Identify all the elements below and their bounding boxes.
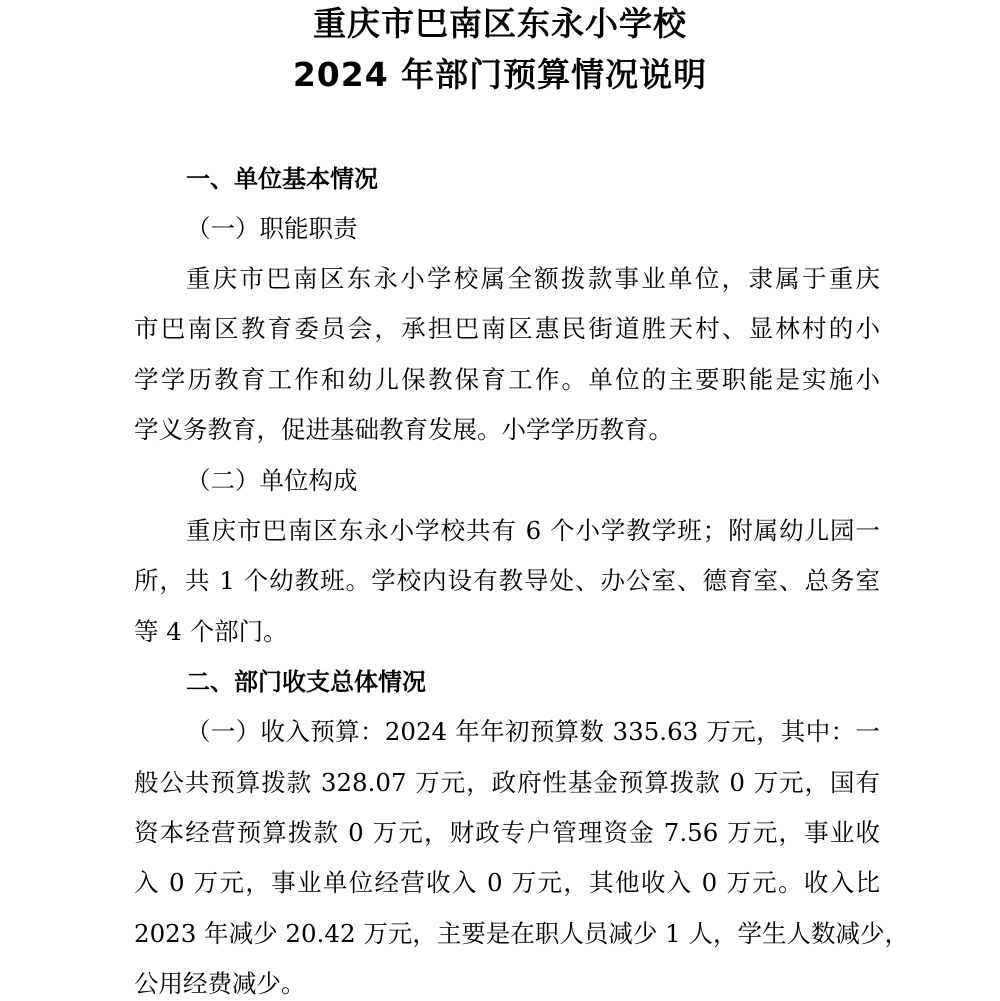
paragraph-line: 般公共预算拨款 328.07 万元，政府性基金预算拨款 0 万元，国有 bbox=[134, 768, 880, 797]
paragraph-line: 资本经营预算拨款 0 万元，财政专户管理资金 7.56 万元，事业收 bbox=[134, 818, 880, 847]
paragraph-line: 重庆市巴南区东永小学校属全额拨款事业单位，隶属于重庆 bbox=[186, 264, 880, 293]
paragraph-line: 入 0 万元，事业单位经营收入 0 万元，其他收入 0 万元。收入比 bbox=[134, 868, 880, 897]
paragraph-line: 学学历教育工作和幼儿保教保育工作。单位的主要职能是实施小 bbox=[134, 365, 880, 394]
paragraph-line: 等 4 个部门。 bbox=[134, 617, 288, 646]
paragraph-line: 市巴南区教育委员会，承担巴南区惠民街道胜天村、显林村的小 bbox=[134, 314, 880, 343]
paragraph-line: 重庆市巴南区东永小学校共有 6 个小学教学班；附属幼儿园一 bbox=[186, 516, 880, 545]
paragraph-line: （一）收入预算：2024 年年初预算数 335.63 万元，其中：一 bbox=[186, 717, 880, 746]
document-title-line2: 2024 年部门预算情况说明 bbox=[292, 55, 708, 94]
section1-sub1-heading: （一）职能职责 bbox=[186, 214, 358, 243]
paragraph-line: 2023 年减少 20.42 万元，主要是在职人员减少 1 人，学生人数减少， bbox=[134, 919, 910, 948]
section2-heading: 二、部门收支总体情况 bbox=[186, 668, 426, 696]
paragraph-line: 公用经费减少。 bbox=[134, 969, 306, 998]
section1-sub2-heading: （二）单位构成 bbox=[186, 466, 358, 495]
document-title-line1: 重庆市巴南区东永小学校 bbox=[313, 4, 687, 43]
section1-heading: 一、单位基本情况 bbox=[186, 165, 378, 193]
paragraph-line: 所，共 1 个幼教班。学校内设有教导处、办公室、德育室、总务室 bbox=[134, 566, 880, 595]
paragraph-line: 学义务教育，促进基础教育发展。小学学历教育。 bbox=[134, 415, 673, 444]
